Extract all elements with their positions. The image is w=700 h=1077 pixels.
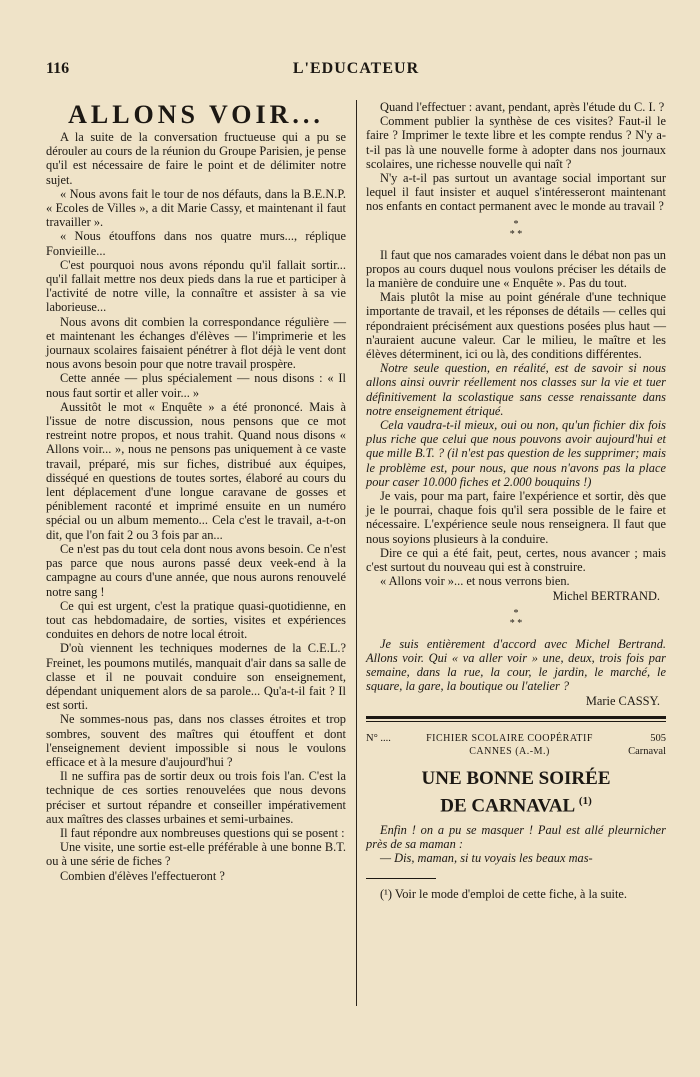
section-rule-thin [366, 721, 666, 722]
story-title-line1: UNE BONNE SOIRÉE [421, 767, 611, 789]
fichier-source-line1: FICHIER SCOLAIRE COOPÉRATIF [426, 732, 593, 744]
fichier-ref-topic: Carnaval [628, 745, 666, 757]
paragraph: Nous avons dit combien la correspondance régulière — et maintenant les échanges d'élèves — l'imprimerie et les journaux scolaires faisaient pénétrer à flot déjà le vent dont nous avons besoin pour que notre travail prospère. [46, 314, 346, 372]
fichier-source-line2: CANNES (A.-M.) [469, 745, 550, 757]
article-title: ALLONS VOIR... [68, 100, 324, 129]
signature-bertrand: Michel BERTRAND. [552, 588, 660, 603]
page-number: 116 [46, 60, 70, 77]
journal-title: L'EDUCATEUR [292, 60, 420, 77]
story-title-line2 [366, 790, 666, 817]
paragraph: Je vais, pour ma part, faire l'expérience et sortir, dès que je le pourrai, chaque fois qu'il sera possible de le faire et nécessaire. L'expérience seule nous renseignera. Il faut que nous soyions plusieurs à la conduire. [366, 489, 666, 546]
paragraph: Ce n'est pas du tout cela dont nous avons besoin. Ce n'est pas parce que nous aurons passé deux veek-end à la campagne au cours d'une année, que nous aurons renouvelé notre sang ! [46, 541, 346, 599]
paragraph: Quand l'effectuer : avant, pendant, après l'étude du C. I. ? [380, 100, 665, 114]
signature-cassy: Marie CASSY. [585, 693, 660, 708]
fichier-ref [628, 732, 666, 758]
paragraph: Cela vaudra-t-il mieux, oui ou non, qu'un fichier dix fois plus riche que celui que nous pouvons avoir aujourd'hui et que mille B.T. ? (il n'est pas question de les supprimer; mais le problème est, pour nous, que nous n'avons pas la place pour caser 10.000 fiches et 2.000 bouquins !) [366, 418, 666, 489]
story-title-line2-text: DE CARNAVAL [440, 795, 575, 817]
paragraph: Dire ce qui a été fait, peut, certes, nous avancer ; mais c'est surtout du nouveau qui est à construire. [366, 545, 666, 575]
right-column [366, 100, 666, 901]
left-column [46, 100, 346, 883]
footnote-rule [366, 878, 436, 879]
paragraph: D'où viennent les techniques modernes de la C.E.L.? Freinet, les poumons mutilés, manquait d'air dans sa salle de classe et il ne pouvait conduire son enseignement, dépendant uniquement alors de sa parole... Qu'a-t-il fait ? Il est sorti. [46, 641, 346, 713]
paragraph: Comment publier la synthèse de ces visites? Faut-il le faire ? Imprimer le texte libre et les compte rendus ? N'y a-t-il pas là une nouvelle forme à adopter dans nos journaux scolaires, une richesse nouvelle qui naît ? [366, 114, 666, 171]
story-text: Enfin ! on a pu se masquer ! Paul est allé pleurnicher près de sa maman : [366, 823, 666, 852]
fichier-ref-number: 505 [650, 732, 666, 744]
section-rule-thick [366, 716, 666, 719]
paragraph: « Nous étouffons dans nos quatre murs..., réplique Fonvieille... [46, 229, 346, 258]
story-text: — Dis, maman, si tu voyais les beaux mas- [380, 851, 593, 866]
footnote-mark: (1) [578, 794, 592, 807]
fichier-source [426, 732, 593, 758]
paragraph: Cette année — plus spécialement — nous disons : « Il nous faut sortir et aller voir... » [46, 371, 346, 400]
paragraph: C'est pourquoi nous avons répondu qu'il fallait sortir... qu'il fallait mettre nos deux pieds dans la rue et participer à l'activité de notre ville, la connaître et assister à sa vie laborieuse... [46, 257, 346, 315]
italic-reply: Je suis entièrement d'accord avec Michel Bertrand. Allons voir. Qui « va aller voir » une, deux, trois fois par semaine, dans la rue, la cour, le jardin, le marché, le square, la gare, la boutique ou l'atelier ? [366, 636, 666, 694]
paragraph: « Nous avons fait le tour de nos défauts, dans la B.E.N.P. « Ecoles de Villes », a dit Marie Cassy, et maintenant il faut travailler ». [46, 186, 346, 230]
asterism-2: * * * [509, 607, 523, 629]
story-title [366, 768, 666, 817]
paragraph: Aussitôt le mot « Enquête » a été prononcé. Mais à l'issue de notre discussion, nous pensons que ce mot restreint notre propos, et nous trahit. Quand nous disons « Allons voir... », nous ne pensons pas uniquement à ce vaste travail, préparé, mis sur fiches, distribué aux équipes, disséqué en questions de toutes sortes, élaboré au cours du lent déplacement d'une longue caravane de gosses et péniblement raconté et imprimé ensuite en un numéro spécial ou un album memento... Cela c'est le travail, a-t-on dit, que l'on fait 2 ou 3 fois par an... [46, 399, 346, 542]
paragraph: Une visite, une sortie est-elle préférable à une bonne B.T. ou à une série de fiches ? [46, 840, 346, 869]
paragraph: Mais plutôt la mise au point générale d'une technique importante de travail, et les réponses de détails — celles qui répondraient précisément aux questions posées plus haut — n'auraient aucune valeur. Car le milieu, le maître et les élèves déterminent, ici ou là, des conditions différentes. [366, 290, 666, 362]
paragraph: Ne sommes-nous pas, dans nos classes étroites et trop sombres, souvent des maîtres qui étouffent et dont l'enseignement devient impossible si nous le voulons efficace et à la mesure d'aujourd'hui ? [46, 712, 346, 769]
page-header [46, 60, 666, 84]
fichier-header [366, 732, 666, 758]
paragraph: N'y a-t-il pas surtout un avantage social important sur lequel il faut insister et auquel s'intéresseront maintenant nos enfants en contact permanent avec le monde au travail ? [366, 171, 666, 214]
paragraph: Il ne suffira pas de sortir deux ou trois fois l'an. C'est la technique de ces sorties renouvelées que nous devons préciser et surtout répandre et conseiller impérativement aux maîtres des classes urbaines et semi-urbaines. [46, 769, 346, 826]
column-divider [356, 100, 357, 1006]
paragraph: Il faut que nos camarades voient dans le débat non pas un propos au cours duquel nous voulons préciser les détails de la manière de conduire une « Enquête ». Pas du tout. [366, 247, 666, 291]
footnote: (¹) Voir le mode d'emploi de cette fiche, à la suite. [380, 886, 628, 901]
paragraph: Il faut répondre aux nombreuses questions qui se posent : [60, 825, 345, 840]
paragraph: A la suite de la conversation fructueuse qui a pu se dérouler au cours de la réunion du Groupe Parisien, je pense qu'il est nécessaire de faire le point et de délimiter notre sujet. [46, 130, 346, 187]
paragraph: Combien d'élèves l'effectueront ? [60, 868, 225, 883]
italic-paragraph: Notre seule question, en réalité, est de savoir si nous allons ainsi ouvrir réellement nos classes sur la vie et tuer définitivement la scolastique sans cesse renaissante dans notre enseignement étriqué. [366, 361, 666, 418]
paragraph: Ce qui est urgent, c'est la pratique quasi-quotidienne, en tout cas hebdomadaire, de sorties, visites et expériences conduites en dehors de notre local étroit. [46, 598, 346, 642]
asterism-1: * * * [509, 218, 523, 240]
fichier-number: N° .... [366, 732, 391, 744]
paragraph: « Allons voir »... et nous verrons bien. [380, 574, 570, 589]
